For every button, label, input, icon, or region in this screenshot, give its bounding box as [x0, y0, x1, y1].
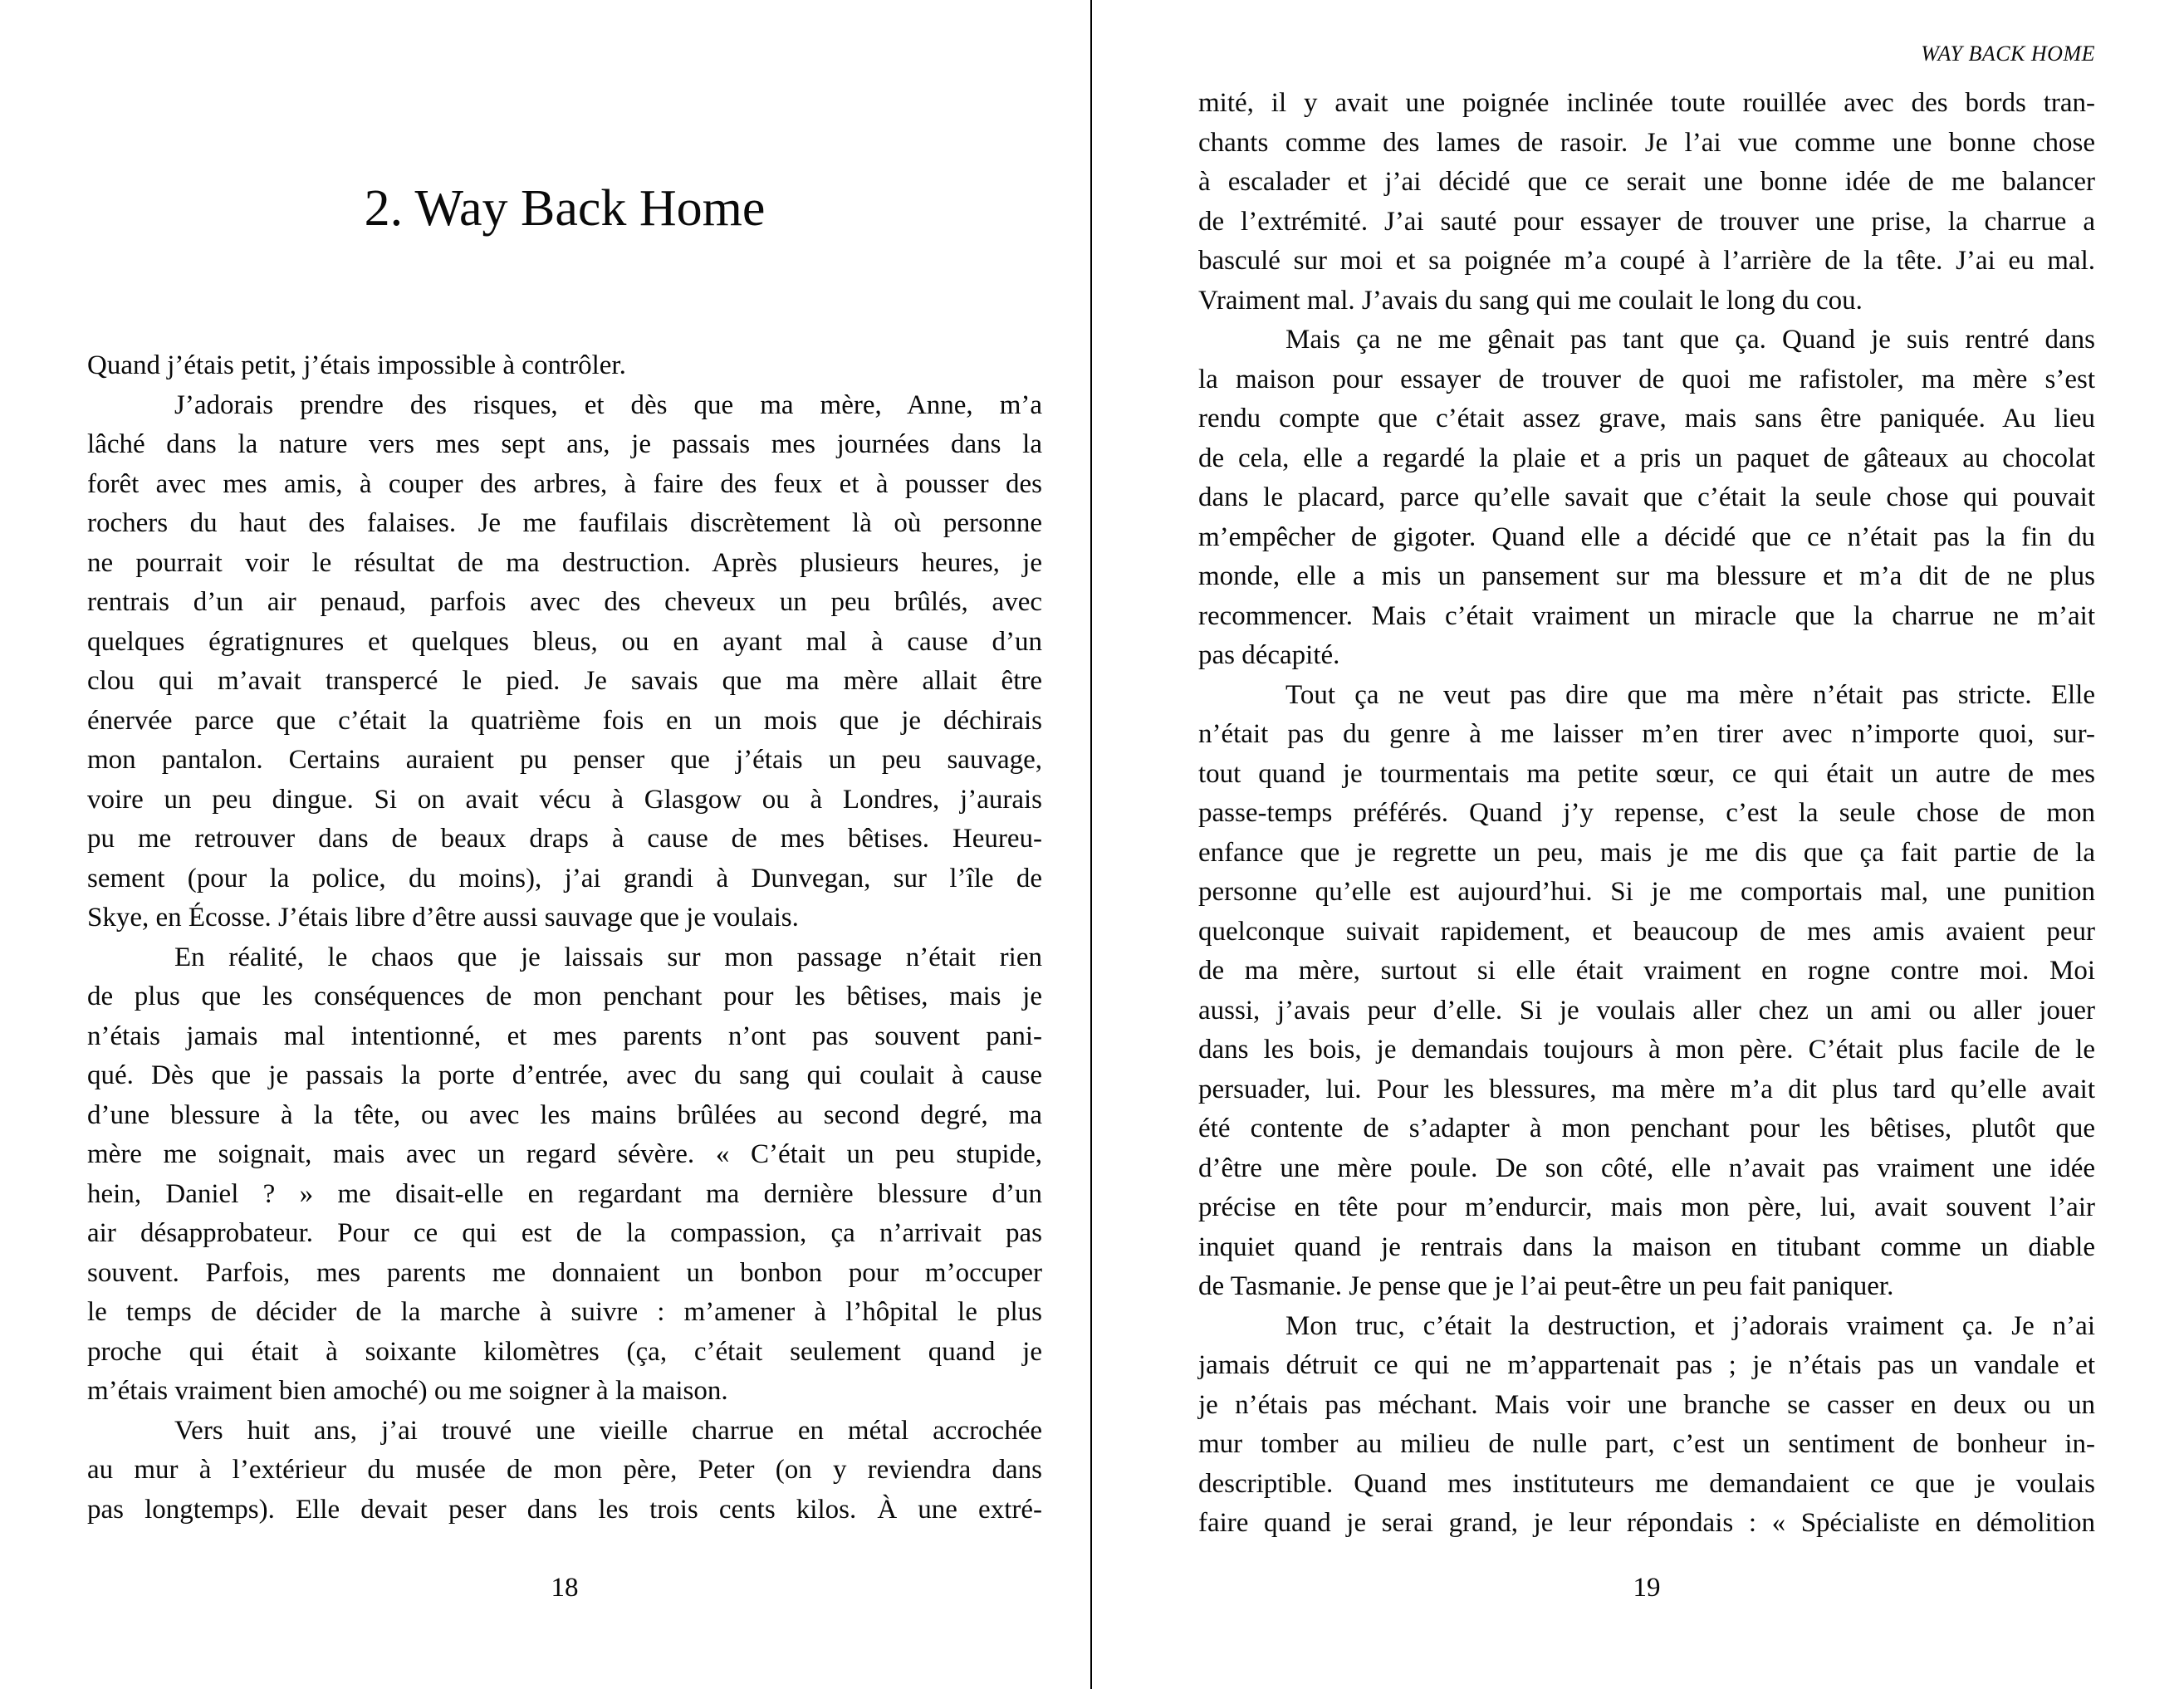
text-line: je n’étais pas méchant. Mais voir une branche se casser en deux ou un	[1198, 1389, 2095, 1420]
text-line: inquiet quand je rentrais dans la maison en titubant comme un diable	[1198, 1231, 2095, 1262]
text-line: pas longtemps). Elle devait peser dans les trois cents kilos. À une extré-	[87, 1494, 1042, 1525]
text-line: d’être une mère poule. De son côté, elle n’avait pas vraiment une idée	[1198, 1153, 2095, 1183]
text-line: personne qu’elle est aujourd’hui. Si je me comportais mal, une punition	[1198, 877, 2095, 907]
text-line: quelques égratignures et quelques bleus, ou en ayant mal à cause d’un	[87, 626, 1042, 657]
text-line: d’une blessure à la tête, ou avec les mains brûlées au second degré, ma	[87, 1099, 1042, 1130]
page-right	[1198, 0, 2095, 1689]
text-line: souvent. Parfois, mes parents me donnaient un bonbon pour m’occuper	[87, 1257, 1042, 1288]
text-line: jamais détruit ce qui ne m’appartenait pas ; je n’étais pas un vandale et	[1198, 1350, 2095, 1380]
text-line: rentrais d’un air penaud, parfois avec des cheveux un peu brûlés, avec	[87, 587, 1042, 617]
paragraph	[1198, 321, 2095, 676]
text-line: clou qui m’avait transpercé le pied. Je savais que ma mère allait être	[87, 666, 1042, 696]
page-body	[1198, 84, 2095, 1544]
text-line: au mur à l’extérieur du musée de mon père, Peter (on y reviendra dans	[87, 1455, 1042, 1485]
page-number-right: 19	[1633, 1573, 1661, 1603]
paragraph	[87, 938, 1042, 1412]
text-line: n’était pas du genre à me laisser m’en tirer avec n’importe quoi, sur-	[1198, 719, 2095, 749]
text-line: Quand j’étais petit, j’étais impossible à contrôler.	[87, 350, 626, 380]
text-line: m’empêcher de gigoter. Quand elle a décidé que ce n’était pas la fin du	[1198, 521, 2095, 552]
chapter-title: 2. Way Back Home	[364, 180, 766, 237]
text-line: descriptible. Quand mes instituteurs me demandaient ce que je voulais	[1198, 1468, 2095, 1499]
text-line: dans les bois, je demandais toujours à mon père. C’était plus facile de le	[1198, 1035, 2095, 1065]
text-line: mère me soignait, mais avec un regard sévère. « C’était un peu stupide,	[87, 1139, 1042, 1169]
paragraph	[87, 1412, 1042, 1530]
text-line: passe-temps préférés. Quand j’y repense, c’est la seule chose de mon	[1198, 798, 2095, 828]
text-line: enfance que je regrette un peu, mais je me dis que ça fait partie de la	[1198, 837, 2095, 868]
text-line: n’étais jamais mal intentionné, et mes parents n’ont pas souvent pani-	[87, 1021, 1042, 1051]
paragraph	[1198, 1307, 2095, 1544]
text-line: basculé sur moi et sa poignée m’a coupé à l’arrière de la tête. J’ai eu mal.	[1198, 246, 2095, 276]
text-line: tout quand je tourmentais ma petite sœur, ce qui était un autre de mes	[1198, 758, 2095, 789]
text-line: de l’extrémité. J’ai sauté pour essayer de trouver une prise, la charrue a	[1198, 206, 2095, 237]
text-line: J’adorais prendre des risques, et dès que ma mère, Anne, m’a	[174, 389, 1042, 420]
text-line: Skye, en Écosse. J’étais libre d’être aussi sauvage que je voulais.	[87, 903, 799, 933]
text-line: énervée parce que c’était la quatrième fois en un mois que je déchirais	[87, 705, 1042, 736]
paragraph	[1198, 676, 2095, 1307]
text-line: de cela, elle a regardé la plaie et a pris un paquet de gâteaux au chocolat	[1198, 443, 2095, 473]
text-line: recommencer. Mais c’était vraiment un miracle que la charrue ne m’ait	[1198, 600, 2095, 631]
page-number-left: 18	[551, 1573, 579, 1603]
text-line: de ma mère, surtout si elle était vraiment en rogne contre moi. Moi	[1198, 956, 2095, 986]
text-line: lâché dans la nature vers mes sept ans, je passais mes journées dans la	[87, 429, 1042, 459]
text-line: pas décapité.	[1198, 640, 1340, 670]
text-line: forêt avec mes amis, à couper des arbres, à faire des feux et à pousser des	[87, 468, 1042, 499]
text-line: pu me retrouver dans de beaux draps à cause de mes bêtises. Heureu-	[87, 824, 1042, 854]
text-line: monde, elle a mis un pansement sur ma blessure et m’a dit de ne plus	[1198, 561, 2095, 591]
text-line: mon pantalon. Certains auraient pu penser que j’étais un peu sauvage,	[87, 745, 1042, 775]
text-line: à escalader et j’ai décidé que ce serait une bonne idée de me balancer	[1198, 167, 2095, 197]
text-line: rochers du haut des falaises. Je me faufilais discrètement là où personne	[87, 508, 1042, 538]
text-line: m’étais vraiment bien amoché) ou me soigner à la maison.	[87, 1376, 728, 1406]
text-line: aussi, j’avais peur d’elle. Si je voulais aller chez un ami ou aller jouer	[1198, 995, 2095, 1026]
page-left	[87, 0, 1042, 1689]
paragraph	[87, 386, 1042, 938]
page-divider	[1090, 0, 1092, 1689]
text-line: ne pourrait voir le résultat de ma destruction. Après plusieurs heures, je	[87, 547, 1042, 578]
text-line: chants comme des lames de rasoir. Je l’ai vue comme une bonne chose	[1198, 127, 2095, 158]
text-line: de Tasmanie. Je pense que je l’ai peut-être un peu fait paniquer.	[1198, 1271, 1894, 1301]
text-line: persuader, lui. Pour les blessures, ma mère m’a dit plus tard qu’elle avait	[1198, 1074, 2095, 1104]
text-line: Vraiment mal. J’avais du sang qui me coulait le long du cou.	[1198, 285, 1863, 316]
text-line: faire quand je serai grand, je leur répondais : « Spécialiste en démolition	[1198, 1508, 2095, 1538]
text-line: précise en tête pour m’endurcir, mais mon père, lui, avait souvent l’air	[1198, 1192, 2095, 1222]
text-line: quelconque suivait rapidement, et beaucoup de mes amis avaient peur	[1198, 916, 2095, 947]
text-line: mité, il y avait une poignée inclinée toute rouillée avec des bords tran-	[1198, 88, 2095, 118]
text-line: dans le placard, parce qu’elle savait que c’était la seule chose qui pouvait	[1198, 482, 2095, 512]
text-line: Mais ça ne me gênait pas tant que ça. Quand je suis rentré dans	[1285, 325, 2095, 355]
text-line: le temps de décider de la marche à suivre : m’amener à l’hôpital le plus	[87, 1297, 1042, 1327]
text-line: mur tomber au milieu de nulle part, c’est un sentiment de bonheur in-	[1198, 1429, 2095, 1459]
text-line: la maison pour essayer de trouver de quoi me rafistoler, ma mère s’est	[1198, 364, 2095, 394]
paragraph	[1198, 84, 2095, 321]
text-line: Tout ça ne veut pas dire que ma mère n’était pas stricte. Elle	[1285, 679, 2095, 710]
page-body	[87, 346, 1042, 1530]
running-header: WAY BACK HOME	[1921, 42, 2095, 66]
text-line: proche qui était à soixante kilomètres (ça, c’était seulement quand je	[87, 1336, 1042, 1367]
text-line: Vers huit ans, j’ai trouvé une vieille charrue en métal accrochée	[174, 1415, 1042, 1446]
text-line: hein, Daniel ? » me disait-elle en regardant ma dernière blessure d’un	[87, 1178, 1042, 1209]
paragraph	[87, 346, 1042, 386]
text-line: Mon truc, c’était la destruction, et j’adorais vraiment ça. Je n’ai	[1285, 1310, 2095, 1341]
text-line: été contente de s’adapter à mon penchant pour les bêtises, plutôt que	[1198, 1114, 2095, 1143]
text-line: de plus que les conséquences de mon penchant pour les bêtises, mais je	[87, 982, 1042, 1011]
text-line: En réalité, le chaos que je laissais sur mon passage n’était rien	[174, 942, 1042, 972]
text-line: rendu compte que c’était assez grave, mais sans être paniquée. Au lieu	[1198, 404, 2095, 433]
text-line: air désapprobateur. Pour ce qui est de la compassion, ça n’arrivait pas	[87, 1218, 1042, 1248]
text-line: voire un peu dingue. Si on avait vécu à Glasgow ou à Londres, j’aurais	[87, 784, 1042, 815]
text-line: sement (pour la police, du moins), j’ai grandi à Dunvegan, sur l’île de	[87, 863, 1042, 893]
text-line: qué. Dès que je passais la porte d’entrée, avec du sang qui coulait à cause	[87, 1060, 1042, 1090]
